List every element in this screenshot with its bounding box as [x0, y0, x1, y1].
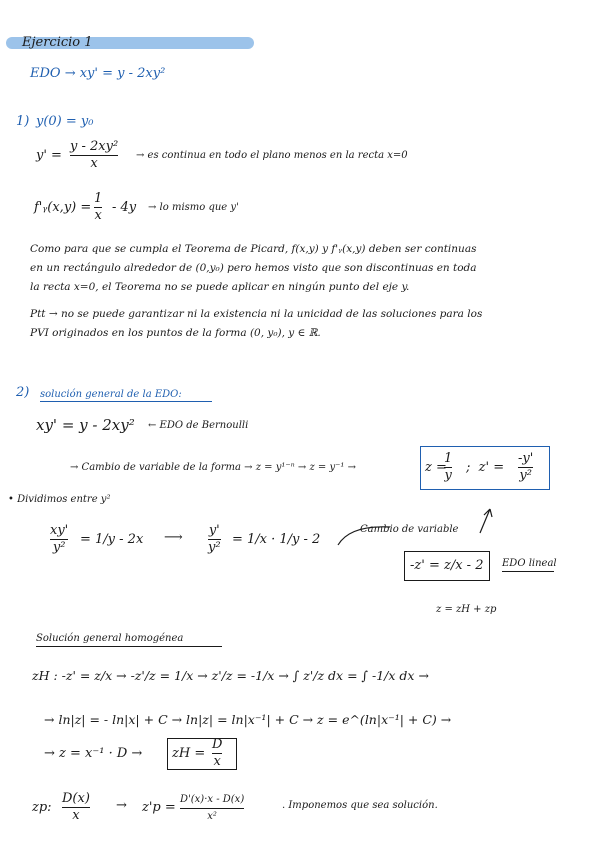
conclusion-paragraph-line2: PVI originados en los puntos de la forma (0, y₀), y ∈ ℝ.	[30, 327, 321, 339]
zh-box-numerator: D	[212, 737, 223, 752]
zp-fraction	[62, 792, 90, 823]
fy-fraction	[94, 192, 102, 223]
yprime-fraction	[70, 140, 118, 171]
zp-denominator: x	[72, 808, 80, 823]
box-zprime-numerator: -y'	[518, 451, 534, 466]
zpp-lhs: z'p =	[142, 800, 176, 815]
div-rhs-denominator: y²	[208, 540, 221, 555]
div-rhs-rest: = 1/x · 1/y - 2	[232, 532, 321, 547]
yprime-lhs: y' =	[36, 148, 62, 163]
div-rhs-fraction	[208, 524, 221, 555]
linear-edo-equation: -z' = z/x - 2	[410, 558, 484, 573]
zp-note: . Imponemos que sea solución.	[282, 800, 438, 811]
yprime-numerator: y - 2xy²	[70, 139, 119, 154]
box-z-numerator: 1	[444, 451, 453, 466]
fy-lhs: f'ᵧ(x,y) =	[34, 200, 92, 215]
cambio-arrow-curve	[330, 505, 500, 555]
zh-line2: → ln|z| = - ln|x| + C → ln|z| = ln|x⁻¹| + C → z = e^(ln|x⁻¹| + C) →	[44, 712, 452, 727]
homogeneous-title: Solución general homogénea	[36, 633, 184, 644]
part2-label: 2)	[16, 385, 30, 400]
part1-label: 1)	[16, 114, 30, 129]
picard-paragraph-line1: Como para que se cumpla el Teorema de Picard, f(x,y) y f'ᵧ(x,y) deben ser continuas	[30, 243, 477, 255]
box-zprime-denominator: y²	[519, 468, 532, 483]
fy-denominator: x	[94, 208, 102, 223]
zh-box-fraction	[212, 738, 222, 769]
div-middle: = 1/y - 2x	[80, 532, 144, 547]
homogeneous-title-underline	[36, 646, 222, 647]
yprime-denominator: x	[90, 156, 98, 171]
cambio-variable-line: → Cambio de variable de la forma → z = y¹⁻ⁿ → z = y⁻¹ →	[70, 462, 356, 473]
zh-box-lhs: zH =	[172, 746, 206, 761]
box-zprime-fraction	[518, 452, 533, 483]
picard-paragraph-line3: la recta x=0, el Teorema no se puede aplicar en ningún punto del eje y.	[30, 281, 410, 293]
fy-rest: - 4y	[112, 200, 137, 215]
zpp-fraction	[180, 793, 244, 824]
zh-line1: zH : -z' = z/x → -z'/z = 1/x → z'/z = -1/x → ∫ z'/z dx = ∫ -1/x dx →	[32, 668, 429, 683]
div-lhs-numerator: xy'	[50, 523, 69, 538]
bernoulli-note: ← EDO de Bernoulli	[148, 420, 249, 431]
div-lhs-denominator: y²	[52, 540, 66, 555]
div-rhs-numerator: y'	[208, 523, 220, 538]
box-z-denominator: y	[444, 468, 452, 483]
zpp-numerator: D'(x)·x - D(x)	[180, 794, 245, 805]
fy-note: → lo mismo que y'	[148, 202, 239, 213]
zp-numerator: D(x)	[62, 791, 90, 806]
fy-numerator: 1	[94, 191, 103, 206]
zpp-denominator: x²	[207, 811, 217, 822]
zp-lhs: zp:	[32, 800, 52, 815]
zh-box-denominator: x	[213, 754, 221, 769]
edo-equation: EDO → xy' = y - 2xy²	[30, 66, 166, 81]
zh-line3: → z = x⁻¹ · D →	[44, 746, 143, 761]
part1-condition: y(0) = y₀	[36, 114, 94, 129]
picard-paragraph-line2: en un rectángulo alrededor de (0,y₀) pero hemos visto que son discontinuas en toda	[30, 262, 477, 274]
part2-title-underline	[40, 401, 212, 402]
z-sum: z = zH + zp	[436, 604, 497, 615]
yprime-note: → es continua en todo el plano menos en la recta x=0	[136, 150, 408, 161]
part2-title: solución general de la EDO:	[40, 389, 182, 400]
bernoulli-equation: xy' = y - 2xy²	[36, 416, 135, 434]
dividimos-label: • Dividimos entre y²	[8, 494, 111, 505]
linear-edo-label: EDO lineal	[502, 558, 557, 569]
zp-arrow: →	[116, 798, 127, 813]
cambio-variable-label: Cambio de variable	[360, 524, 459, 535]
div-lhs-fraction	[50, 524, 68, 555]
conclusion-paragraph-line1: Ptt → no se puede garantizar ni la existencia ni la unicidad de las soluciones para los	[30, 308, 483, 320]
page-title: Ejercicio 1	[22, 35, 93, 50]
box-z-fraction	[444, 452, 452, 483]
